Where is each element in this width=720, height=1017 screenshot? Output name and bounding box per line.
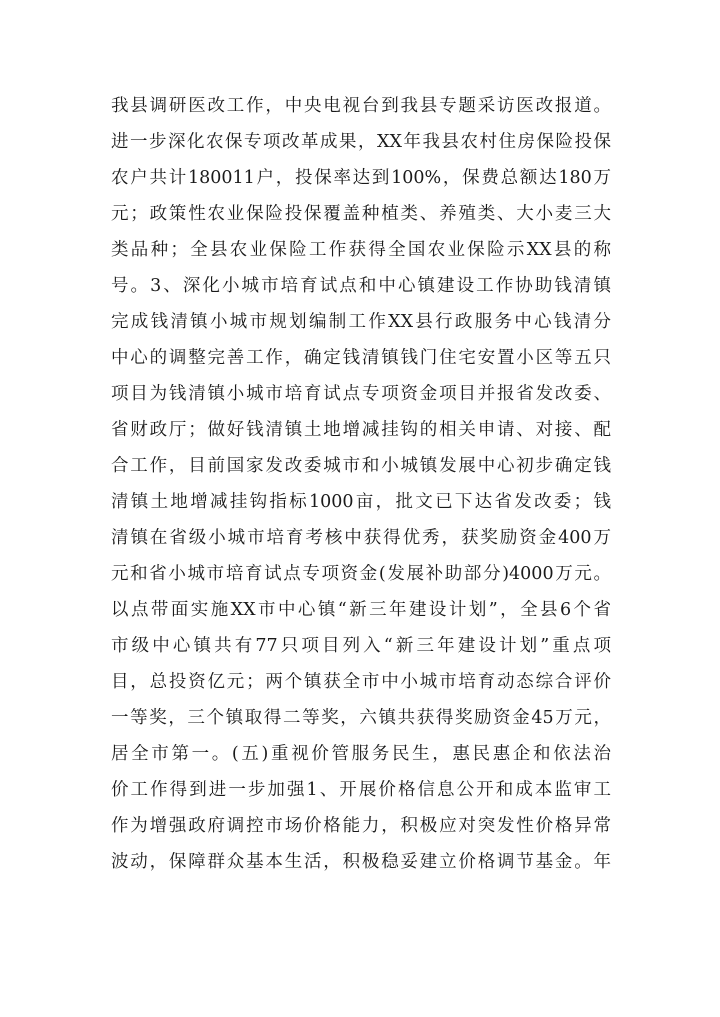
text-line-19: 居全市第一。(五)重视价管服务民生，惠民惠企和依法治 xyxy=(111,744,611,764)
text-line-10: 省财政厅；做好钱清镇土地增减挂钩的相关申请、对接、配 xyxy=(111,420,611,440)
text-line-18: 一等奖，三个镇取得二等奖，六镇共获得奖励资金45万元， xyxy=(111,708,611,728)
text-line-21: 作为增强政府调控市场价格能力，积极应对突发性价格异常 xyxy=(111,816,611,836)
body-text xyxy=(111,88,611,880)
text-line-1: 我县调研医改工作，中央电视台到我县专题采访医改报道。 xyxy=(111,96,611,116)
text-line-15: 以点带面实施XX市中心镇“新三年建设计划”，全县6个省 xyxy=(111,600,611,620)
text-line-3: 农户共计180011户，投保率达到100%，保费总额达180万 xyxy=(111,168,611,188)
text-line-13: 清镇在省级小城市培育考核中获得优秀，获奖励资金400万 xyxy=(111,528,611,548)
text-line-9: 项目为钱清镇小城市培育试点专项资金项目并报省发改委、 xyxy=(111,384,611,404)
text-line-22: 波动，保障群众基本生活，积极稳妥建立价格调节基金。年 xyxy=(111,852,611,872)
text-line-16: 市级中心镇共有77只项目列入“新三年建设计划”重点项 xyxy=(111,636,611,656)
text-line-8: 中心的调整完善工作，确定钱清镇钱门住宅安置小区等五只 xyxy=(111,348,611,368)
text-line-6: 号。3、深化小城市培育试点和中心镇建设工作协助钱清镇 xyxy=(111,276,611,296)
text-line-12: 清镇土地增减挂钩指标1000亩，批文已下达省发改委；钱 xyxy=(111,492,611,512)
text-line-4: 元；政策性农业保险投保覆盖种植类、养殖类、大小麦三大 xyxy=(111,204,611,224)
text-line-17: 目，总投资亿元；两个镇获全市中小城市培育动态综合评价 xyxy=(111,672,611,692)
text-line-7: 完成钱清镇小城市规划编制工作XX县行政服务中心钱清分 xyxy=(111,312,611,332)
text-line-11: 合工作，目前国家发改委城市和小城镇发展中心初步确定钱 xyxy=(111,456,611,476)
text-line-14: 元和省小城市培育试点专项资金(发展补助部分)4000万元。 xyxy=(111,564,611,584)
text-line-20: 价工作得到进一步加强1、开展价格信息公开和成本监审工 xyxy=(111,780,611,800)
text-line-5: 类品种；全县农业保险工作获得全国农业保险示XX县的称 xyxy=(111,240,611,260)
text-line-2: 进一步深化农保专项改革成果，XX年我县农村住房保险投保 xyxy=(111,132,611,152)
